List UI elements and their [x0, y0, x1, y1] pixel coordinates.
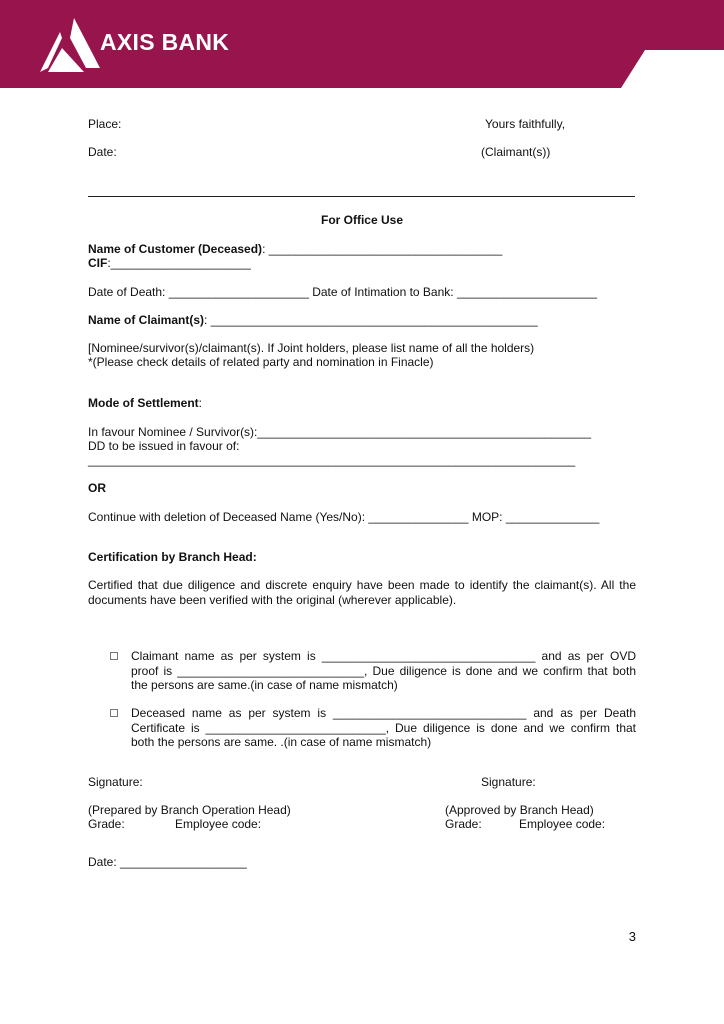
settlement-colon: :	[198, 396, 203, 410]
cif-line	[88, 256, 251, 271]
checkbox-name-mismatch-deceased[interactable]	[110, 709, 118, 717]
date-label: Date:	[88, 145, 117, 159]
place-label: Place:	[88, 117, 122, 131]
favour-nominee-line: In favour Nominee / Survivor(s):__________________________________________________	[88, 425, 592, 439]
claimant-name-label: Name of Claimant(s)	[88, 313, 205, 327]
grade-right-label: Grade:	[445, 817, 482, 831]
customer-name-line	[88, 242, 502, 257]
deceased-mismatch-text: Deceased name as per system is _____________________________ and as per Death Certificate is ___________________________, Due diligence is done and we confirm that both the persons are same. .(in case of name mismatch)	[131, 706, 636, 749]
claimant-name-line	[88, 313, 538, 328]
claimant-name-blank: : _________________________________________________	[204, 313, 538, 327]
customer-name-blank: : ___________________________________	[262, 242, 503, 256]
or-label: OR	[88, 481, 106, 495]
certification-heading: Certification by Branch Head:	[88, 550, 257, 564]
closing-text: Yours faithfully,	[485, 117, 566, 131]
prepared-by-label: (Prepared by Branch Operation Head)	[88, 803, 291, 817]
finacle-note: *(Please check details of related party and nomination in Finacle)	[88, 355, 434, 369]
grade-left-label: Grade:	[88, 817, 125, 831]
bottom-date-line: Date: ___________________	[88, 855, 247, 869]
dd-blank: _________________________________________________________________________	[88, 453, 576, 467]
claimant-label: (Claimant(s))	[481, 145, 551, 159]
employee-code-left-label: Employee code:	[175, 817, 262, 831]
continue-deletion-line: Continue with deletion of Deceased Name (Yes/No): _______________ MOP: ______________	[88, 510, 600, 524]
right-signature-label: Signature:	[481, 775, 536, 789]
header-banner	[0, 0, 724, 88]
divider-line	[88, 196, 635, 197]
nominee-note: [Nominee/survivor(s)/claimant(s). If Joint holders, please list name of all the holders)	[88, 341, 535, 355]
date-of-death-line: Date of Death: _____________________ Date of Intimation to Bank: _____________________	[88, 285, 598, 299]
cif-blank: :_____________________	[107, 256, 251, 270]
dd-label: DD to be issued in favour of:	[88, 439, 240, 453]
settlement-label: Mode of Settlement	[88, 396, 199, 410]
brand-name: AXIS BANK	[100, 29, 230, 55]
checkbox-name-mismatch-claimant[interactable]	[110, 652, 118, 660]
page-number: 3	[628, 929, 636, 944]
office-use-heading: For Office Use	[320, 213, 404, 227]
left-signature-label: Signature:	[88, 775, 143, 789]
certification-paragraph: Certified that due diligence and discrete enquiry have been made to identify the claimant(s). All the documents have been verified with the original (wherever applicable).	[88, 578, 636, 607]
approved-by-label: (Approved by Branch Head)	[445, 803, 594, 817]
customer-name-label: Name of Customer (Deceased)	[88, 242, 263, 256]
axis-logo-icon	[40, 18, 100, 74]
employee-code-right-label: Employee code:	[519, 817, 606, 831]
claimant-mismatch-text: Claimant name as per system is ________________________________ and as per OVD proof is ____________________________, Due diligence is done and we confirm that both the persons are same.(in case of name mismatch)	[131, 649, 636, 692]
cif-label: CIF	[88, 256, 108, 270]
settlement-line	[88, 396, 202, 411]
